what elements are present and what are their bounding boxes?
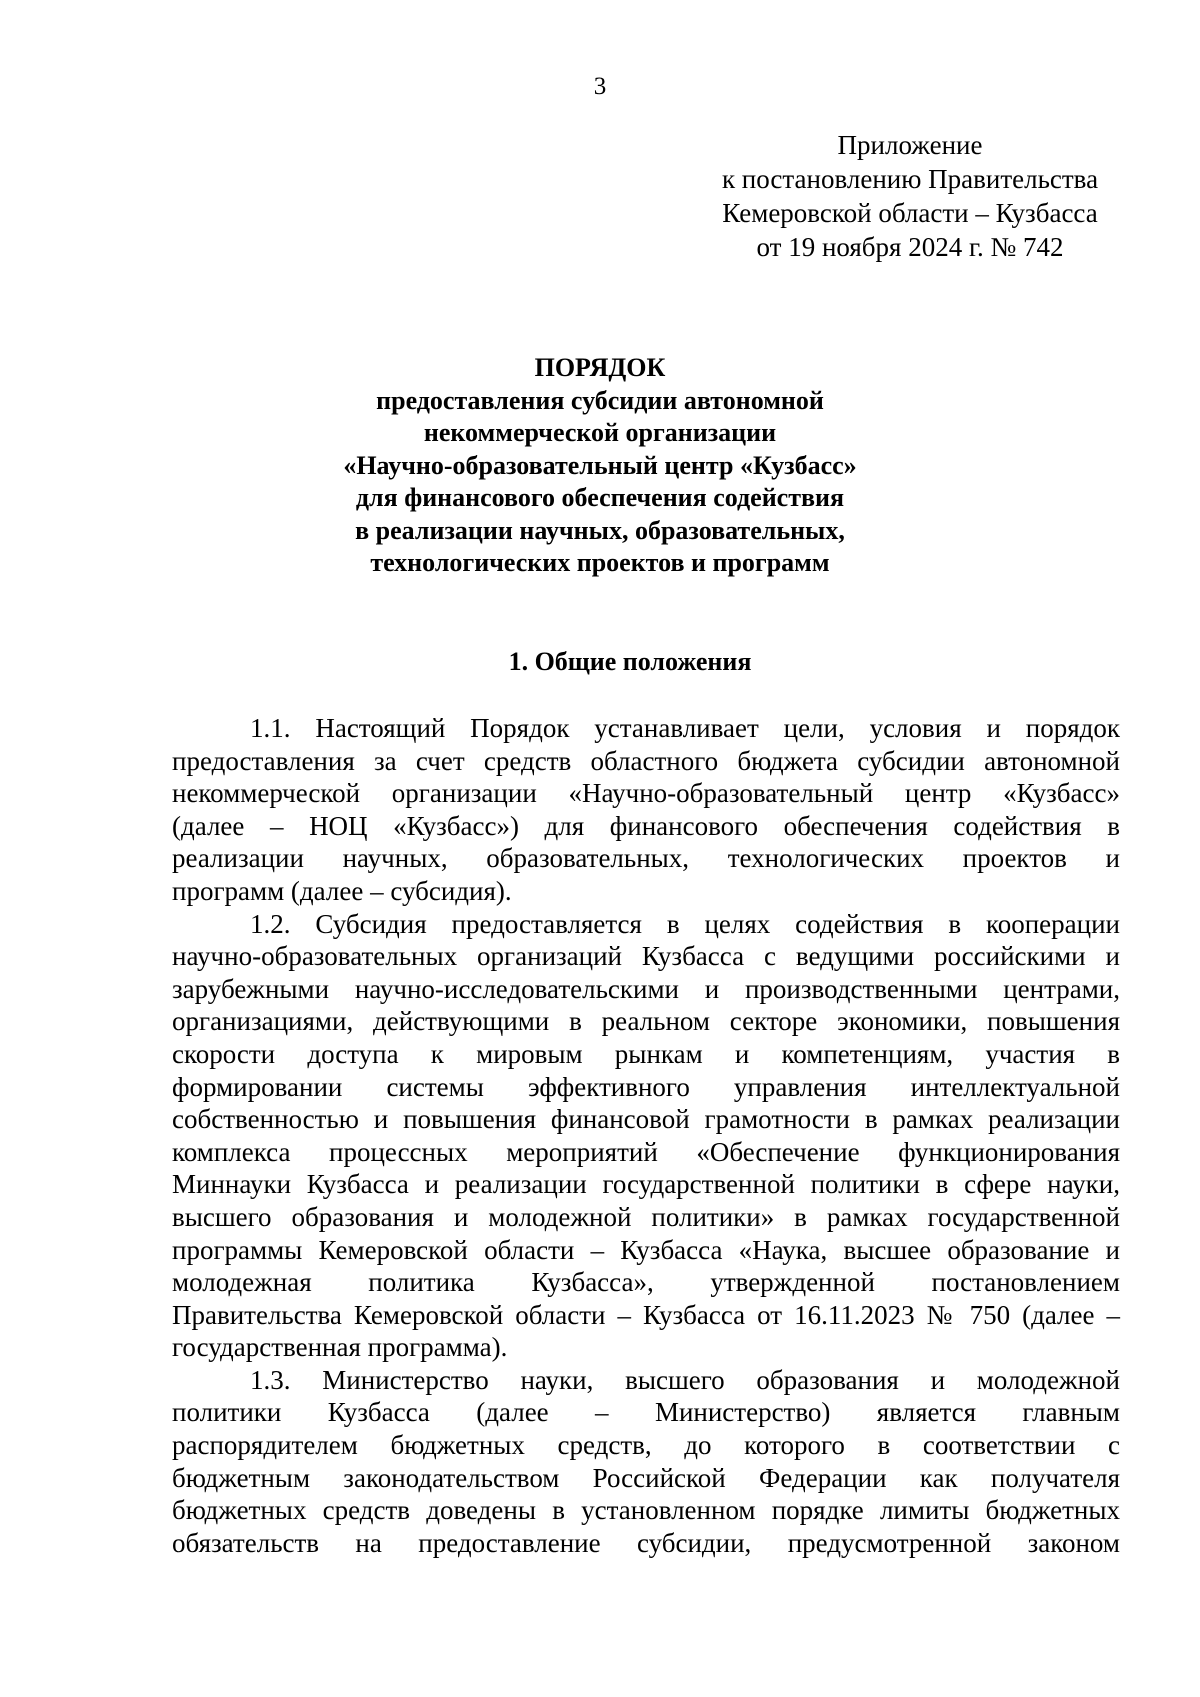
- text-line: 1.3. Министерство науки, высшего образования и молодежной: [250, 1364, 1120, 1395]
- page-number: 3: [593, 73, 607, 100]
- title-line: предоставления субсидии автономной: [376, 385, 824, 415]
- paragraph-1-2: [172, 908, 1120, 1364]
- text-line: Правительства Кемеровской области – Кузбасса от 16.11.2023 № 750 (далее –: [172, 1299, 1120, 1330]
- text-line: программ (далее – субсидия).: [172, 875, 512, 906]
- title-line: «Научно-образовательный центр «Кузбасс»: [343, 450, 857, 480]
- section-heading: 1. Общие положения: [508, 647, 752, 676]
- text-line: скорости доступа к мировым рынкам и компетенциям, участия в: [172, 1038, 1120, 1069]
- text-line: формировании системы эффективного управления интеллектуальной: [172, 1071, 1120, 1102]
- text-line: государственная программа).: [172, 1332, 508, 1363]
- text-line: Миннауки Кузбасса и реализации государственной политики в сфере науки,: [172, 1169, 1120, 1200]
- text-line: обязательств на предоставление субсидии, предусмотренной законом: [172, 1527, 1120, 1558]
- title-line: некоммерческой организации: [423, 418, 777, 447]
- title-line: технологических проектов и программ: [370, 548, 830, 577]
- body-text: [172, 712, 1120, 1559]
- text-line: распорядителем бюджетных средств, до которого в соответствии с: [172, 1430, 1120, 1461]
- text-line: программы Кемеровской области – Кузбасса «Наука, высшее образование и: [172, 1234, 1120, 1265]
- title-line: для финансового обеспечения содействия: [355, 483, 845, 512]
- text-line: реализации научных, образовательных, технологических проектов и: [172, 843, 1120, 874]
- text-line: молодежная политика Кузбасса», утвержденной постановлением: [172, 1267, 1120, 1298]
- text-line: некоммерческой организации «Научно-образовательный центр «Кузбасс»: [172, 778, 1120, 809]
- text-line: зарубежными научно-исследовательскими и производственными центрами,: [172, 973, 1120, 1004]
- title-line: в реализации научных, образовательных,: [355, 515, 845, 545]
- document-title: [0, 352, 1200, 580]
- text-line: 1.2. Субсидия предоставляется в целях содействия в кооперации: [250, 908, 1120, 939]
- text-line: организациями, действующими в реальном секторе экономики, повышения: [172, 1006, 1120, 1037]
- text-line: собственностью и повышения финансовой грамотности в рамках реализации: [172, 1104, 1120, 1135]
- appendix-line: Приложение: [837, 130, 983, 160]
- text-line: высшего образования и молодежной политики» в рамках государственной: [172, 1201, 1120, 1232]
- text-line: 1.1. Настоящий Порядок устанавливает цели, условия и порядок: [250, 713, 1120, 743]
- paragraph-1-1: [172, 712, 1120, 908]
- text-line: политики Кузбасса (далее – Министерство) является главным: [172, 1397, 1120, 1428]
- text-line: предоставления за счет средств областного бюджета субсидии автономной: [172, 745, 1120, 776]
- appendix-line: от 19 ноября 2024 г. № 742: [756, 232, 1064, 262]
- paragraph-1-3: [172, 1364, 1120, 1560]
- appendix-line: к постановлению Правительства: [721, 164, 1099, 194]
- text-line: научно-образовательных организаций Кузбасса с ведущими российскими и: [172, 941, 1120, 972]
- text-line: бюджетных средств доведены в установленном порядке лимиты бюджетных: [172, 1495, 1120, 1526]
- text-line: бюджетным законодательством Российской Федерации как получателя: [172, 1462, 1120, 1493]
- appendix-line: Кемеровской области – Кузбасса: [722, 198, 1098, 228]
- appendix-block: [690, 128, 1130, 264]
- text-line: (далее – НОЦ «Кузбасс») для финансового обеспечения содействия в: [172, 810, 1120, 841]
- title-heading: ПОРЯДОК: [534, 353, 666, 382]
- text-line: комплекса процессных мероприятий «Обеспечение функционирования: [172, 1136, 1120, 1167]
